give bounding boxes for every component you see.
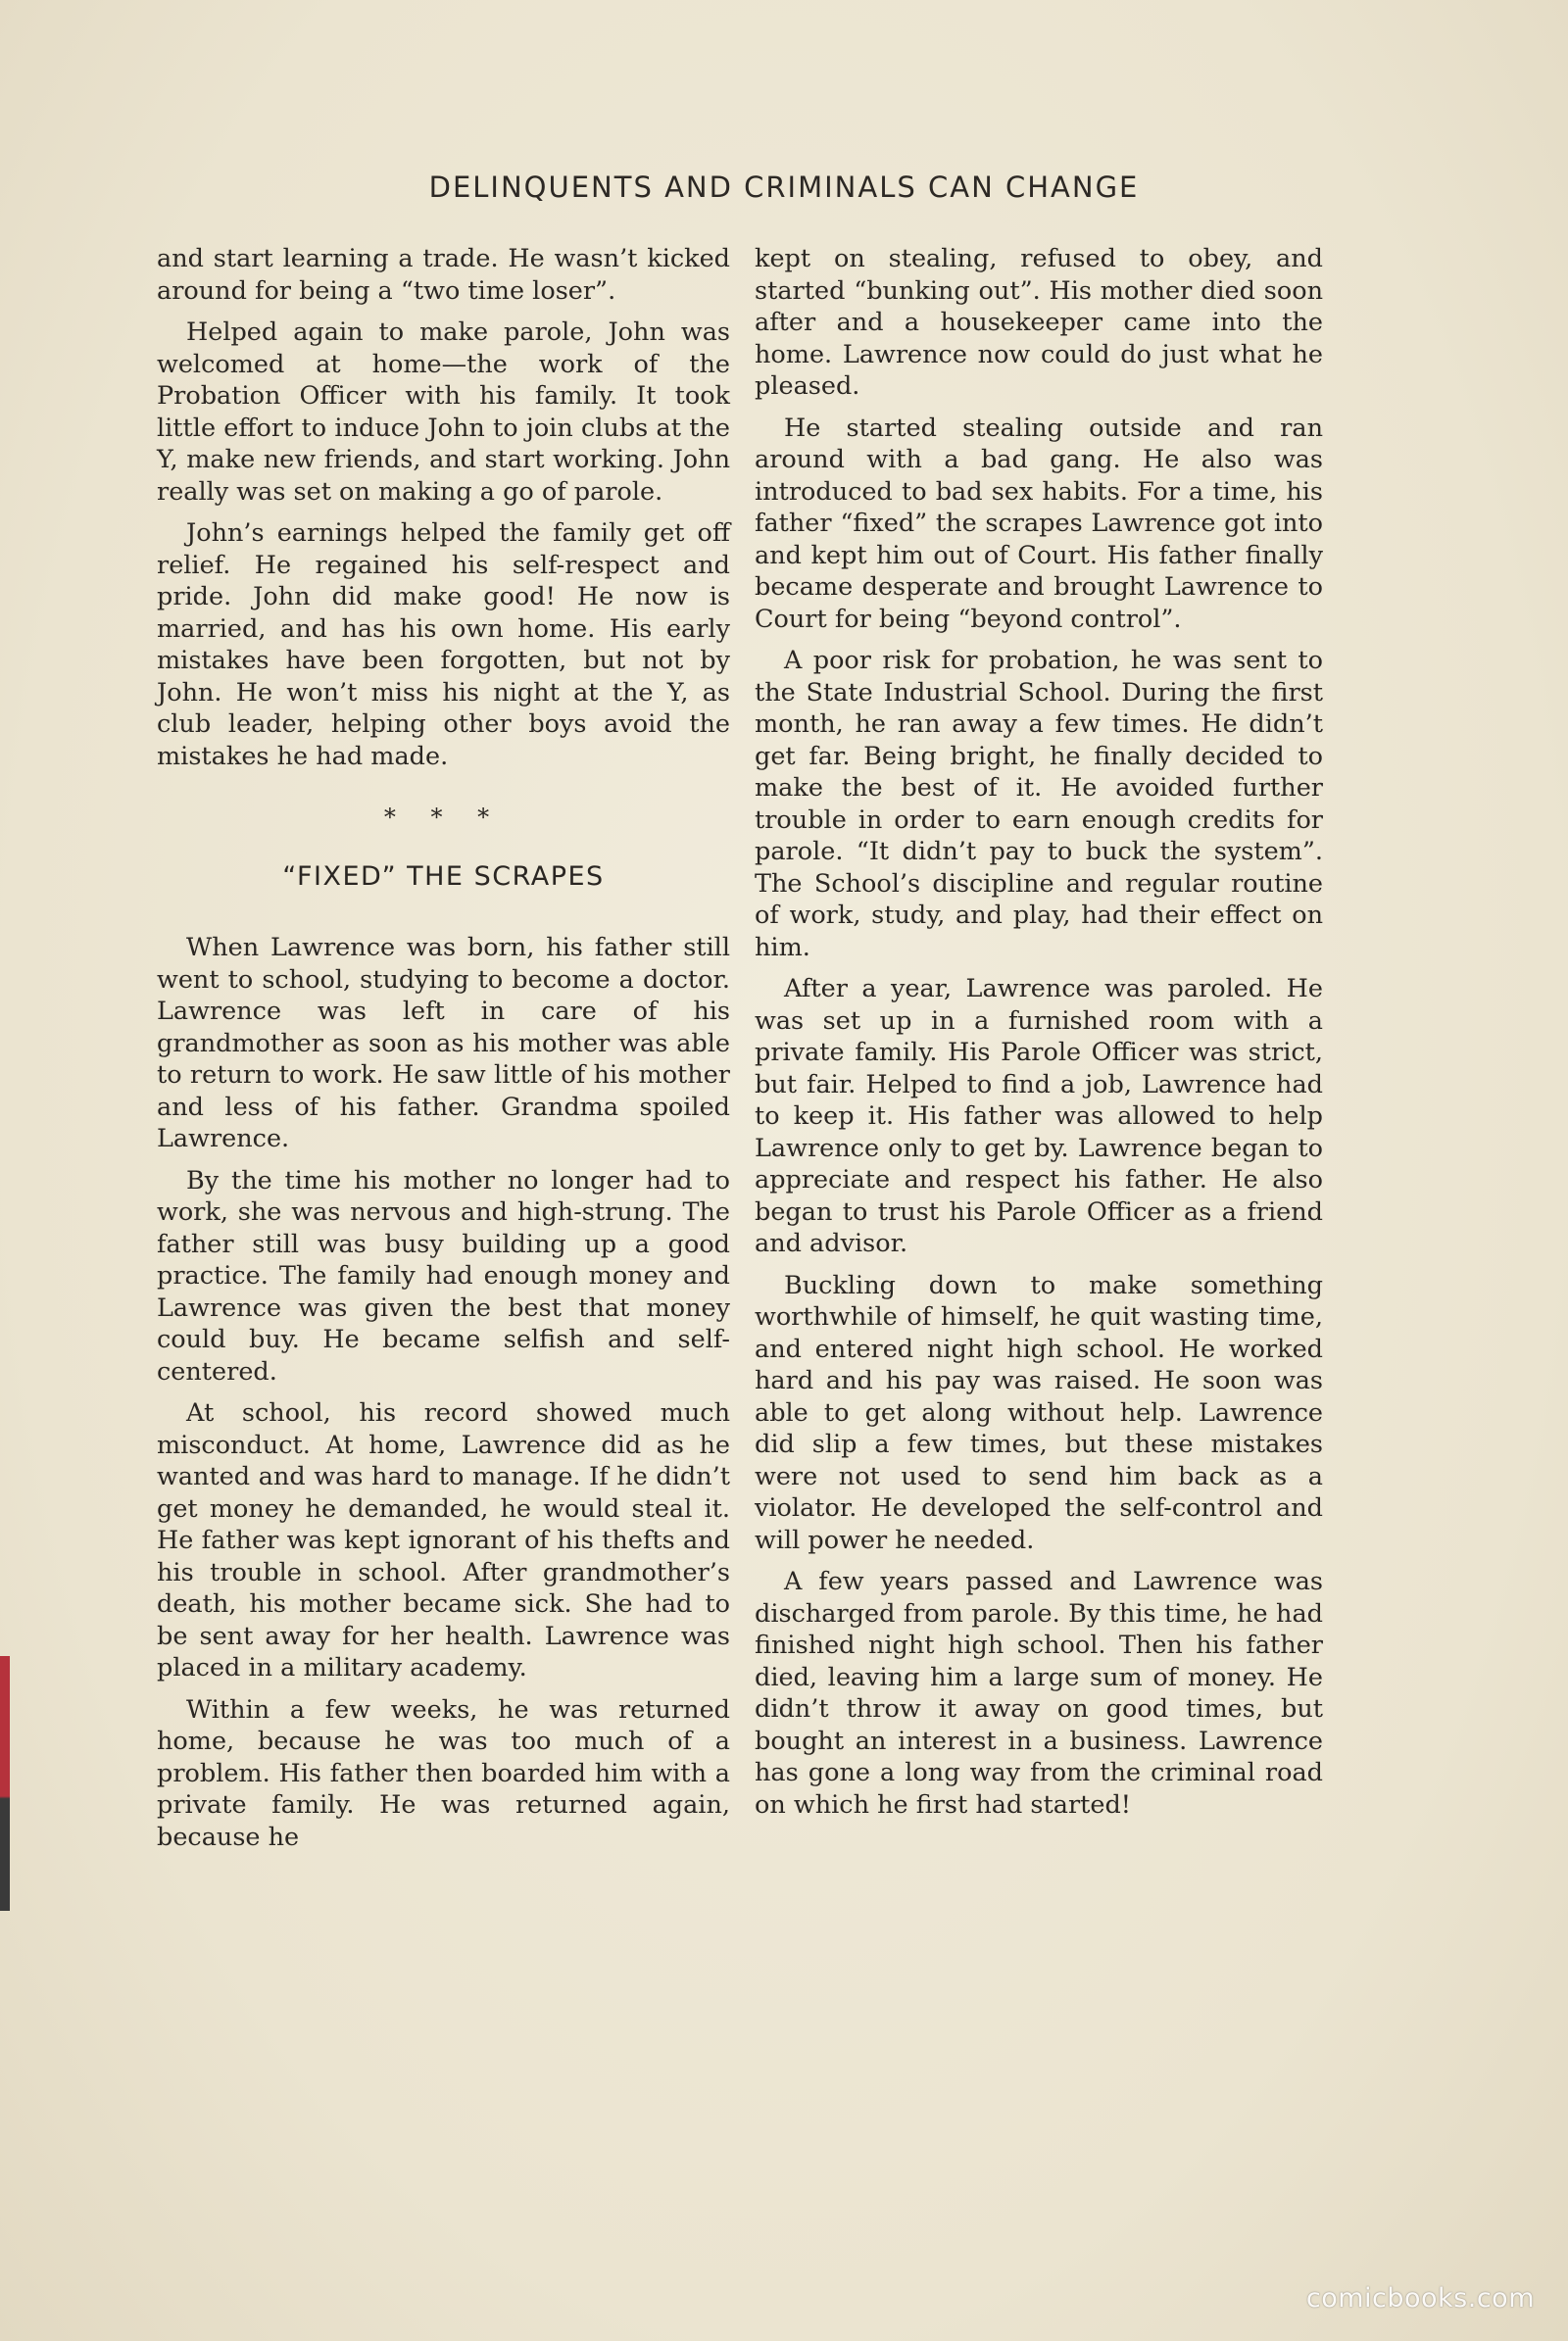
paragraph: By the time his mother no longer had to work, she was nervous and high-strung. The father still was busy building up a good practice. The family had enough money and Lawrence was given the best that money could buy. He became selfish and self-centered. <box>157 1165 730 1387</box>
right-column <box>755 243 1323 1821</box>
paragraph: kept on stealing, refused to obey, and started “bunking out”. His mother died soon after and a housekeeper came into the home. Lawrence now could do just what he pleased. <box>755 244 1323 401</box>
watermark: comicbooks.com <box>1305 2283 1535 2314</box>
paragraph: When Lawrence was born, his father still went to school, studying to become a doctor. Lawrence was left in care of his grandmother as soon as his mother was able to return to work. He saw little of his mother and less of his father. Grandma spoiled Lawrence. <box>157 933 730 1153</box>
binding-edge <box>0 1656 10 1911</box>
paragraph: A poor risk for probation, he was sent to the State Industrial School. During the first month, he ran away a few times. He didn’t get far. Being bright, he finally decided to make the best of it. He avoided further trouble in order to earn enough credits for parole. “It didn’t pay to buck the system”. The School’s discipline and regular routine of work, study, and play, had their effect on him. <box>755 646 1323 962</box>
paragraph: Buckling down to make something worthwhile of himself, he quit wasting time, and entered night high school. He worked hard and his pay was raised. He soon was able to get along without help. Lawrence did slip a few times, but these mistakes were not used to send him back as a violator. He developed the self-control and will power he needed. <box>755 1270 1323 1555</box>
paragraph: John’s earnings helped the family get off relief. He regained his self-respect and pride. John did make good! He now is married, and has his own home. His early mistakes have been forgotten, but not by John. He won’t miss his night at the Y, as club leader, helping other boys avoid the mistakes he had made. <box>157 518 730 771</box>
page-title: DELINQUENTS AND CRIMINALS CAN CHANGE <box>428 171 1140 204</box>
paragraph: Helped again to make parole, John was welcomed at home—the work of the Probation Officer with his family. It took little effort to induce John to join clubs at the Y, make new friends, and start working. John really was set on making a go of parole. <box>157 317 730 507</box>
paragraph: and start learning a trade. He wasn’t kicked around for being a “two time loser”. <box>157 244 730 306</box>
paragraph: He started stealing outside and ran around with a bad gang. He also was introduced to bad sex habits. For a time, his father “fixed” the scrapes Lawrence got into and kept him out of Court. His father finally became desperate and brought Lawrence to Court for being “beyond control”. <box>755 413 1323 634</box>
section-title: “FIXED” THE SCRAPES <box>282 860 605 892</box>
paragraph: After a year, Lawrence was paroled. He was set up in a furnished room with a private family. His Parole Officer was strict, but fair. Helped to find a job, Lawrence had to keep it. His father was allowed to help Lawrence only to get by. Lawrence began to appreciate and respect his father. He also began to trust his Parole Officer as a friend and advisor. <box>755 974 1323 1258</box>
paragraph: Within a few weeks, he was returned home, because he was too much of a problem. His father then boarded him with a private family. He was returned again, because he <box>157 1694 730 1852</box>
left-column <box>157 243 730 1853</box>
section-divider: * * * <box>383 804 504 831</box>
paragraph: At school, his record showed much misconduct. At home, Lawrence did as he wanted and was hard to manage. If he didn’t get money he demanded, he would steal it. He father was kept ignorant of his thefts and his trouble in school. After grandmother’s death, his mother became sick. She had to be sent away for her health. Lawrence was placed in a military academy. <box>157 1398 730 1683</box>
paragraph: A few years passed and Lawrence was discharged from parole. By this time, he had finished night high school. Then his father died, leaving him a large sum of money. He didn’t throw it away on good times, but bought an interest in a business. Lawrence has gone a long way from the criminal road on which he first had started! <box>755 1567 1323 1820</box>
